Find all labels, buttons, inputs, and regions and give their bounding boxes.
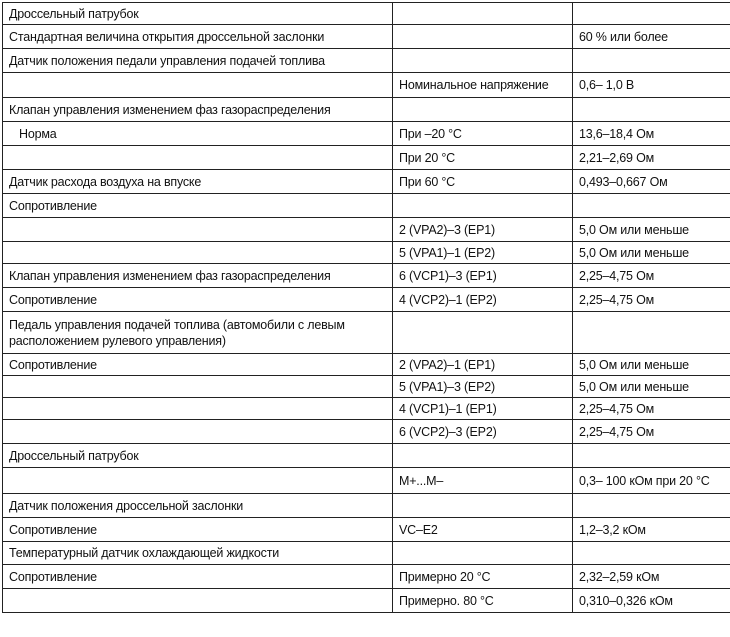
table-row: [3, 494, 730, 518]
table-row: [3, 98, 730, 122]
condition-cell: 2 (VPA2)–1 (ЕР1): [393, 354, 573, 376]
condition-cell: При 20 °С: [393, 146, 573, 170]
value-cell: 2,21–2,69 Ом: [573, 146, 730, 170]
value-cell: 2,25–4,75 Ом: [573, 398, 730, 420]
value-cell: 0,493–0,667 Ом: [573, 170, 730, 194]
parameter-cell: Сопротивление: [3, 194, 393, 218]
table-row: [3, 264, 730, 288]
table-row: [3, 444, 730, 468]
condition-cell: Примерно 20 °С: [393, 565, 573, 589]
table-row: [3, 194, 730, 218]
table-row: [3, 170, 730, 194]
parameter-cell: [3, 146, 393, 170]
condition-cell: VC–E2: [393, 518, 573, 542]
value-cell: 0,6– 1,0 В: [573, 73, 730, 98]
condition-cell: При –20 °С: [393, 122, 573, 146]
value-cell: 2,25–4,75 Ом: [573, 420, 730, 444]
condition-cell: [393, 98, 573, 122]
condition-cell: 4 (VCP2)–1 (ЕР2): [393, 288, 573, 312]
table-row: [3, 420, 730, 444]
table-row: [3, 49, 730, 73]
table-row: [3, 3, 730, 25]
value-cell: 2,25–4,75 Ом: [573, 264, 730, 288]
parameter-cell: [3, 420, 393, 444]
table-row: [3, 312, 730, 354]
condition-cell: 5 (VPA1)–3 (ЕР2): [393, 376, 573, 398]
parameter-cell: [3, 468, 393, 494]
condition-cell: М+...М–: [393, 468, 573, 494]
table-row: [3, 242, 730, 264]
condition-cell: [393, 312, 573, 354]
parameter-cell: Датчик расхода воздуха на впуске: [3, 170, 393, 194]
condition-cell: 2 (VPA2)–3 (ЕР1): [393, 218, 573, 242]
table-row: [3, 398, 730, 420]
parameter-cell: Датчик положения дроссельной заслонки: [3, 494, 393, 518]
parameter-cell: [3, 589, 393, 613]
condition-cell: [393, 194, 573, 218]
table-row: [3, 589, 730, 613]
value-cell: [573, 194, 730, 218]
table-row: [3, 565, 730, 589]
value-cell: [573, 98, 730, 122]
parameter-cell: Сопротивление: [3, 565, 393, 589]
parameter-cell: Сопротивление: [3, 518, 393, 542]
value-cell: 5,0 Ом или меньше: [573, 354, 730, 376]
parameter-cell: Температурный датчик охлаждающей жидкости: [3, 542, 393, 565]
parameter-cell: [3, 398, 393, 420]
parameter-cell: Сопротивление: [3, 354, 393, 376]
value-cell: 5,0 Ом или меньше: [573, 242, 730, 264]
value-cell: [573, 542, 730, 565]
specifications-table: [2, 2, 730, 613]
value-cell: 60 % или более: [573, 25, 730, 49]
value-cell: [573, 444, 730, 468]
condition-cell: Номинальное напряжение: [393, 73, 573, 98]
table-row: [3, 288, 730, 312]
parameter-cell: [3, 242, 393, 264]
parameter-cell: [3, 218, 393, 242]
condition-cell: [393, 444, 573, 468]
value-cell: 0,3– 100 кОм при 20 °С: [573, 468, 730, 494]
parameter-cell: Норма: [3, 122, 393, 146]
value-cell: 2,25–4,75 Ом: [573, 288, 730, 312]
condition-cell: [393, 494, 573, 518]
parameter-cell: Сопротивление: [3, 288, 393, 312]
parameter-cell: Дроссельный патрубок: [3, 444, 393, 468]
table-row: [3, 25, 730, 49]
condition-cell: При 60 °С: [393, 170, 573, 194]
parameter-cell: Клапан управления изменением фаз газораспределения: [3, 264, 393, 288]
table-row: [3, 542, 730, 565]
value-cell: [573, 312, 730, 354]
parameter-cell: Стандартная величина открытия дроссельной заслонки: [3, 25, 393, 49]
table-row: [3, 146, 730, 170]
parameter-cell: Клапан управления изменением фаз газораспределения: [3, 98, 393, 122]
condition-cell: [393, 25, 573, 49]
value-cell: 0,310–0,326 кОм: [573, 589, 730, 613]
value-cell: [573, 494, 730, 518]
value-cell: 1,2–3,2 кОм: [573, 518, 730, 542]
value-cell: 5,0 Ом или меньше: [573, 376, 730, 398]
value-cell: [573, 49, 730, 73]
table-row: [3, 376, 730, 398]
table-row: [3, 218, 730, 242]
condition-cell: [393, 542, 573, 565]
specifications-table-body: [3, 3, 730, 613]
condition-cell: [393, 3, 573, 25]
table-row: [3, 468, 730, 494]
condition-cell: 6 (VCP2)–3 (ЕР2): [393, 420, 573, 444]
parameter-cell: [3, 376, 393, 398]
value-cell: [573, 3, 730, 25]
table-row: [3, 518, 730, 542]
value-cell: 5,0 Ом или меньше: [573, 218, 730, 242]
value-cell: 2,32–2,59 кОм: [573, 565, 730, 589]
condition-cell: [393, 49, 573, 73]
table-row: [3, 122, 730, 146]
value-cell: 13,6–18,4 Ом: [573, 122, 730, 146]
condition-cell: 5 (VPA1)–1 (ЕР2): [393, 242, 573, 264]
condition-cell: 4 (VCP1)–1 (ЕР1): [393, 398, 573, 420]
table-row: [3, 73, 730, 98]
parameter-cell: Датчик положения педали управления подачей топлива: [3, 49, 393, 73]
condition-cell: 6 (VCP1)–3 (ЕР1): [393, 264, 573, 288]
parameter-cell: [3, 73, 393, 98]
table-row: [3, 354, 730, 376]
parameter-cell: Педаль управления подачей топлива (автомобили с левым расположением рулевого управления): [3, 312, 393, 354]
parameter-cell: Дроссельный патрубок: [3, 3, 393, 25]
condition-cell: Примерно. 80 °С: [393, 589, 573, 613]
